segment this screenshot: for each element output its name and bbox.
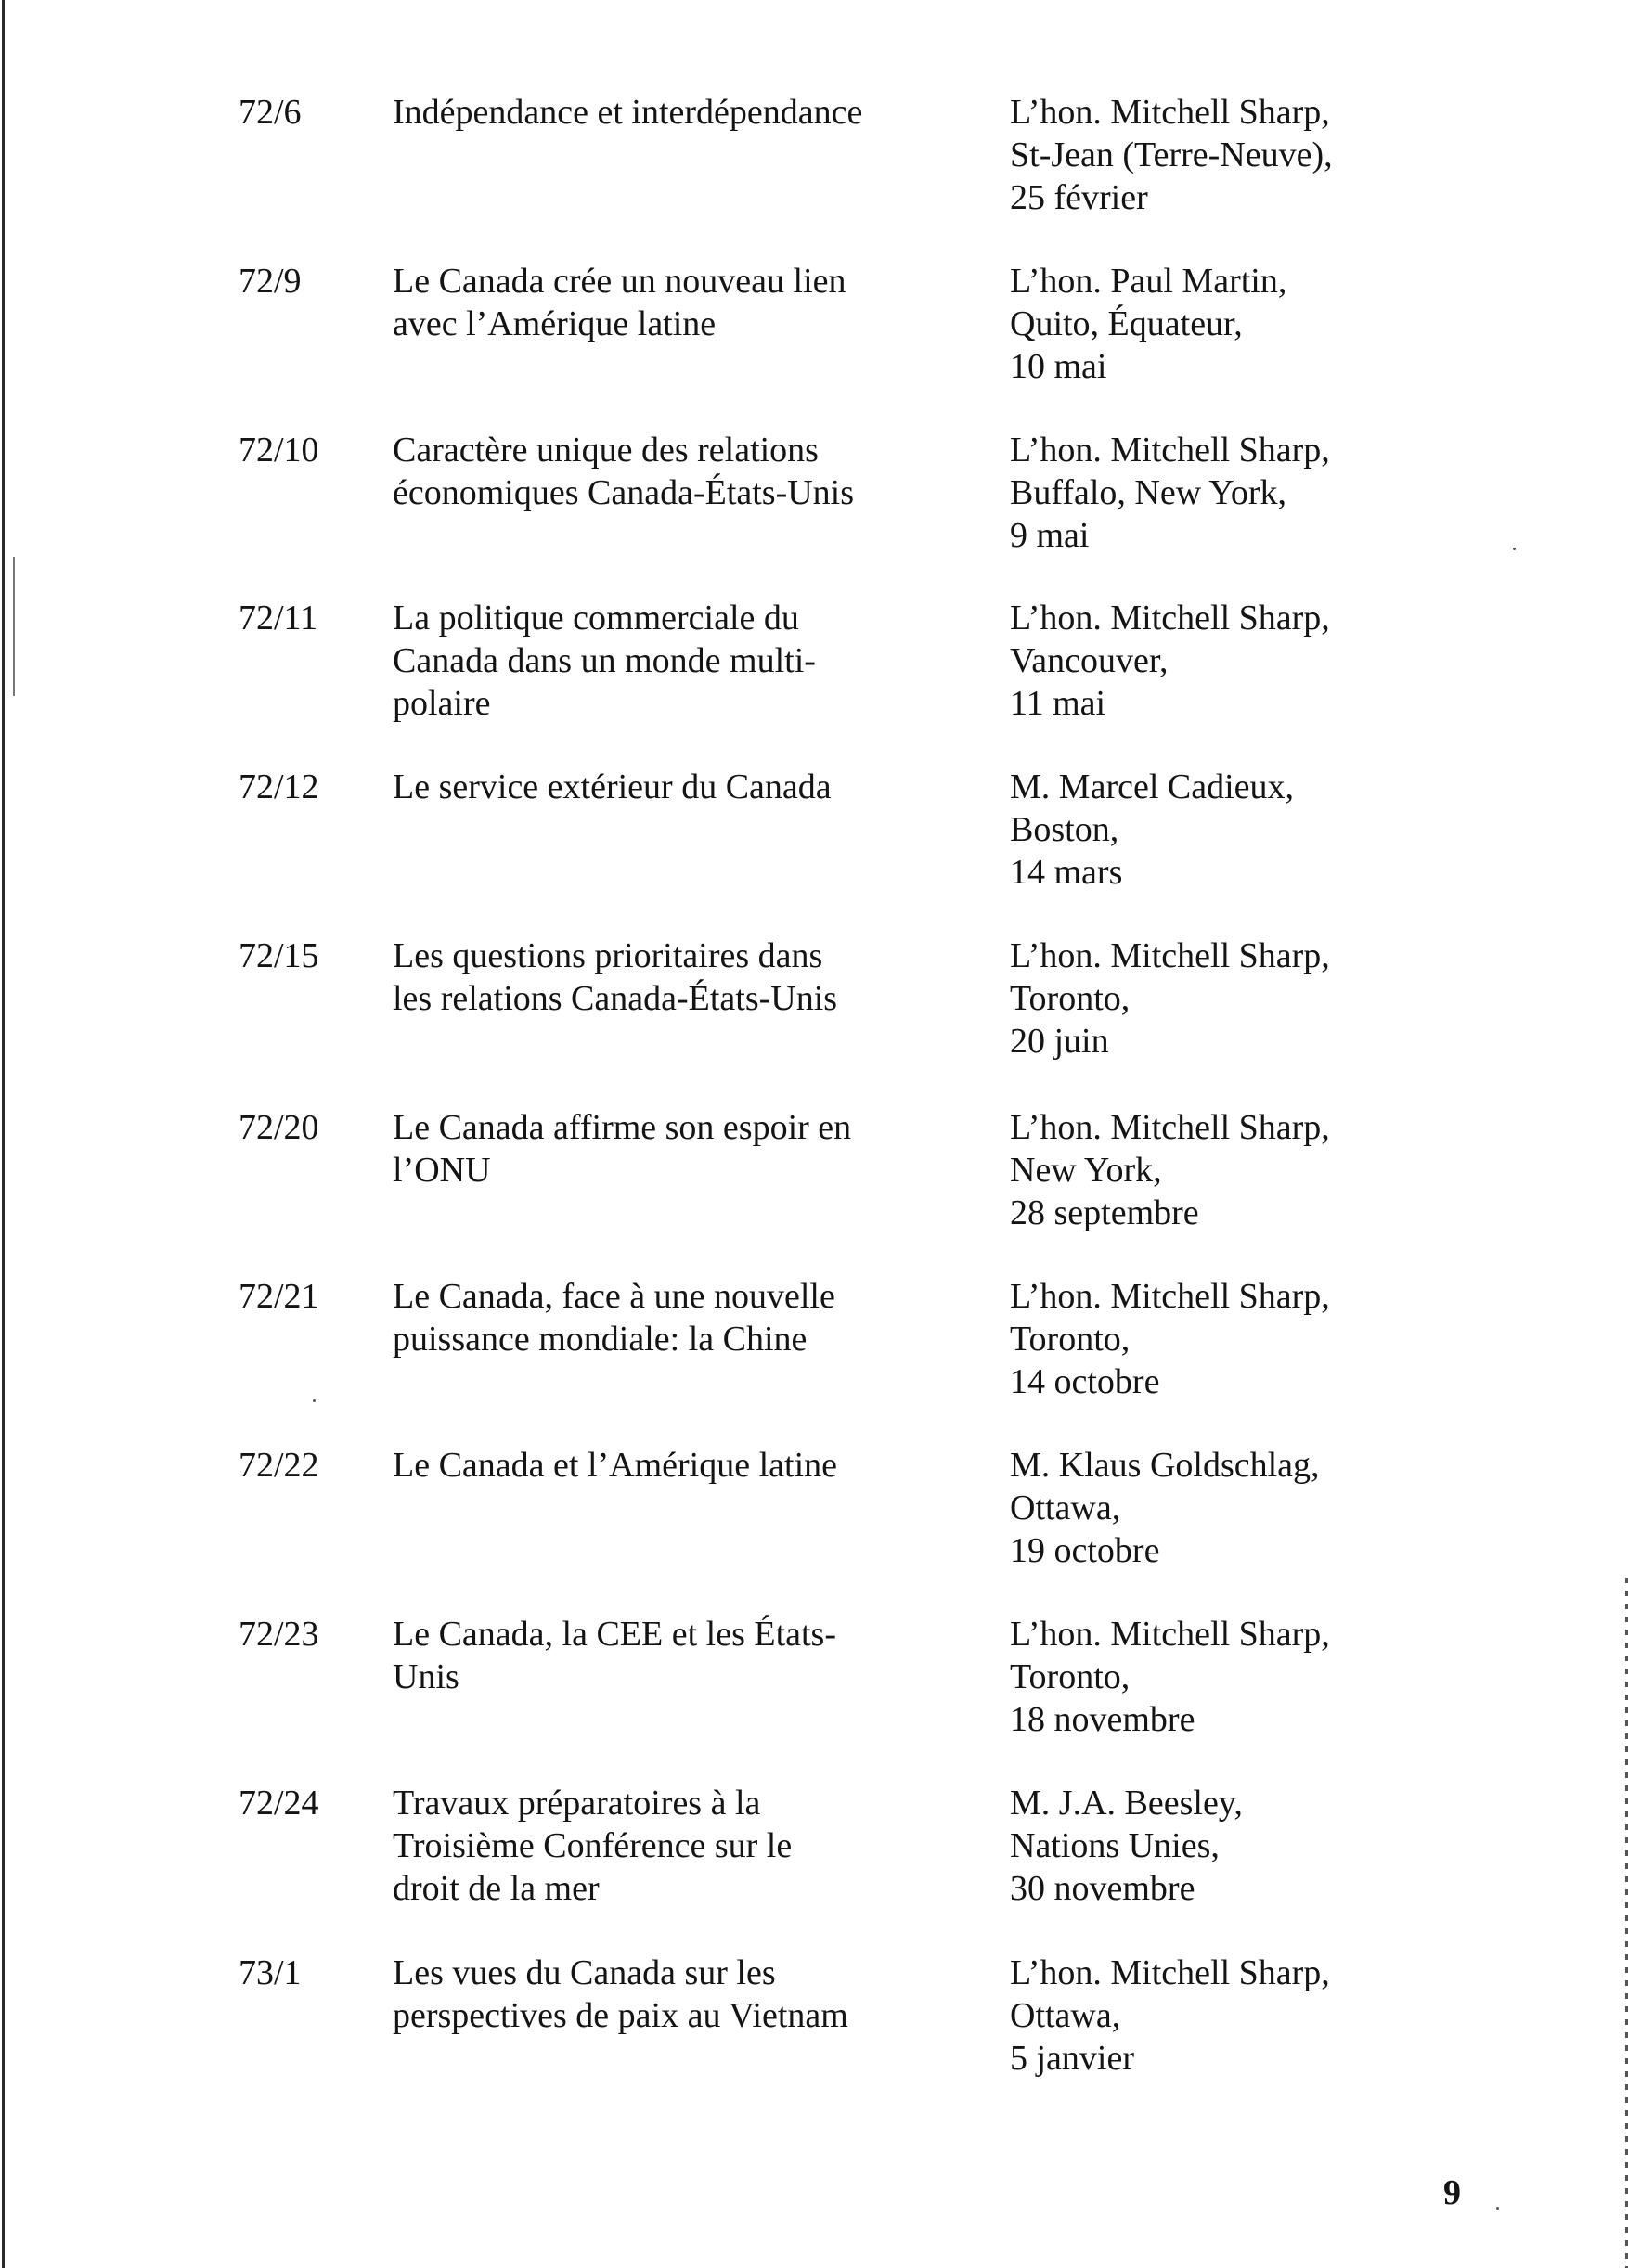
speech-speaker-line: Buffalo, New York, (1010, 473, 1287, 512)
list-item (0, 1952, 1628, 2091)
list-item (0, 1106, 1628, 1245)
list-item (0, 91, 1628, 230)
speech-speaker-line: M. Marcel Cadieux, (1010, 767, 1295, 806)
speech-title-line: Indépendance et interdépendance (393, 93, 863, 132)
speech-speaker (1010, 934, 1604, 1063)
speech-title (393, 429, 987, 514)
speech-title-line: Le Canada affirme son espoir en (393, 1108, 852, 1147)
list-item (0, 597, 1628, 736)
speech-speaker-line: 20 juin (1010, 1022, 1109, 1061)
speech-speaker-line: L’hon. Mitchell Sharp, (1010, 1615, 1330, 1654)
speech-speaker-line: Ottawa, (1010, 1488, 1121, 1527)
speech-title (393, 1613, 987, 1698)
speech-speaker-line: 10 mai (1010, 347, 1107, 386)
speech-speaker-line: Toronto, (1010, 1320, 1131, 1359)
speech-number: 72/22 (239, 1446, 319, 1485)
speech-title-line: avec l’Amérique latine (393, 304, 717, 343)
list-item (0, 260, 1628, 399)
speech-speaker-line: 14 mars (1010, 853, 1123, 892)
speech-title-line: perspectives de paix au Vietnam (393, 1996, 848, 2035)
speech-speaker-line: L’hon. Mitchell Sharp, (1010, 936, 1330, 975)
speech-title-line: Les questions prioritaires dans (393, 936, 823, 975)
speech-speaker-line: 14 octobre (1010, 1362, 1160, 1401)
speech-speaker-line: Vancouver, (1010, 641, 1169, 680)
speech-number: 72/15 (239, 936, 319, 975)
speech-title-line: Le Canada crée un nouveau lien (393, 262, 846, 301)
speech-speaker-line: 18 novembre (1010, 1700, 1195, 1739)
speech-speaker-line: St-Jean (Terre-Neuve), (1010, 135, 1333, 174)
speech-speaker (1010, 1782, 1604, 1910)
speech-speaker (1010, 766, 1604, 894)
speech-title (393, 91, 987, 134)
list-item (0, 766, 1628, 905)
speech-speaker-line: L’hon. Mitchell Sharp, (1010, 431, 1330, 470)
speech-title (393, 1782, 987, 1910)
speech-title-line: les relations Canada-États-Unis (393, 979, 838, 1018)
speech-title (393, 260, 987, 345)
speech-speaker (1010, 1106, 1604, 1234)
speech-speaker-line: L’hon. Paul Martin, (1010, 262, 1287, 301)
speech-speaker (1010, 1952, 1604, 2080)
speech-speaker (1010, 1275, 1604, 1403)
speech-speaker-line: M. J.A. Beesley, (1010, 1784, 1243, 1823)
speech-speaker-line: L’hon. Mitchell Sharp, (1010, 1108, 1330, 1147)
list-item (0, 1444, 1628, 1583)
speech-title-line: économiques Canada-États-Unis (393, 473, 855, 512)
speech-speaker-line: 30 novembre (1010, 1869, 1195, 1908)
speech-title-line: Le service extérieur du Canada (393, 767, 832, 806)
speech-speaker-line: 9 mai (1010, 516, 1090, 555)
speech-title-line: Caractère unique des relations (393, 431, 819, 470)
speech-title (393, 766, 987, 808)
speech-number: 72/12 (239, 767, 319, 806)
speech-title-line: Les vues du Canada sur les (393, 1953, 776, 1992)
speech-speaker-line: 28 septembre (1010, 1193, 1199, 1232)
speech-speaker-line: M. Klaus Goldschlag, (1010, 1446, 1320, 1485)
speech-number: 72/21 (239, 1277, 319, 1316)
speech-speaker-line: Ottawa, (1010, 1996, 1121, 2035)
speech-speaker-line: 11 mai (1010, 684, 1106, 723)
speech-speaker-line: Boston, (1010, 810, 1119, 849)
speech-title (393, 597, 987, 725)
speech-speaker-line: Toronto, (1010, 979, 1131, 1018)
speech-number: 72/20 (239, 1108, 319, 1147)
speech-title (393, 1275, 987, 1360)
speech-title-line: l’ONU (393, 1151, 491, 1190)
list-item (0, 1782, 1628, 1921)
page-number: 9 (1443, 2173, 1461, 2212)
speech-title-line: La politique commerciale du (393, 599, 799, 638)
speech-speaker (1010, 260, 1604, 388)
speech-title-line: Le Canada et l’Amérique latine (393, 1446, 838, 1485)
list-item (0, 1275, 1628, 1414)
speech-speaker (1010, 429, 1604, 557)
speech-number: 72/9 (239, 262, 302, 301)
speech-speaker-line: 25 février (1010, 178, 1148, 217)
speech-speaker-line: Quito, Équateur, (1010, 304, 1243, 343)
speech-title-line: Le Canada, la CEE et les États- (393, 1615, 836, 1654)
speech-speaker-line: L’hon. Mitchell Sharp, (1010, 93, 1330, 132)
speech-speaker (1010, 1444, 1604, 1572)
speech-number: 72/23 (239, 1615, 319, 1654)
speech-speaker-line: New York, (1010, 1151, 1162, 1190)
speech-title-line: Troisième Conférence sur le (393, 1826, 793, 1865)
speech-speaker-line: L’hon. Mitchell Sharp, (1010, 599, 1330, 638)
speech-speaker (1010, 91, 1604, 219)
speech-speaker-line: L’hon. Mitchell Sharp, (1010, 1953, 1330, 1992)
speech-number: 72/6 (239, 93, 302, 132)
speech-title (393, 1106, 987, 1192)
speech-number: 72/24 (239, 1784, 319, 1823)
speech-speaker-line: Toronto, (1010, 1657, 1131, 1696)
list-item (0, 429, 1628, 568)
speech-title-line: Travaux préparatoires à la (393, 1784, 761, 1823)
speech-speaker-line: 19 octobre (1010, 1531, 1160, 1570)
speech-speaker (1010, 1613, 1604, 1741)
list-item (0, 934, 1628, 1074)
list-item (0, 1613, 1628, 1752)
speech-title-line: puissance mondiale: la Chine (393, 1320, 808, 1359)
speech-speaker-line: L’hon. Mitchell Sharp, (1010, 1277, 1330, 1316)
speech-number: 72/11 (239, 599, 318, 638)
speech-title (393, 934, 987, 1020)
speech-number: 72/10 (239, 431, 319, 470)
speech-speaker-line: Nations Unies, (1010, 1826, 1220, 1865)
speech-title-line: Le Canada, face à une nouvelle (393, 1277, 835, 1316)
speech-speaker-line: 5 janvier (1010, 2039, 1135, 2078)
speech-speaker (1010, 597, 1604, 725)
speech-title-line: droit de la mer (393, 1869, 600, 1908)
speech-number: 73/1 (239, 1953, 302, 1992)
speech-title-line: Canada dans un monde multi- (393, 641, 816, 680)
speech-title (393, 1444, 987, 1487)
speech-title (393, 1952, 987, 2037)
speech-title-line: Unis (393, 1657, 459, 1696)
speech-title-line: polaire (393, 684, 491, 723)
